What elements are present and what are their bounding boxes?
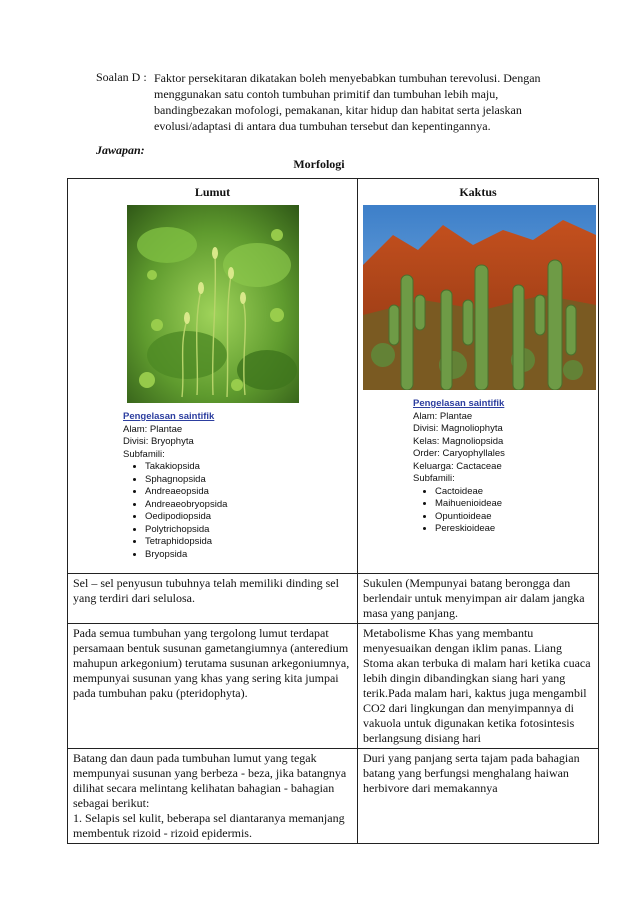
- list-item: • Pereskioideae: [435, 523, 593, 536]
- list-item: • Maihuenioideae: [435, 498, 593, 511]
- moss-cell: Batang dan daun pada tumbuhan lumut yang tegak mempunyai susunan yang berbeza - beza, jika batangnya dilihat secara melintang kelihatan bahagian - bahagian sebagai berikut: 1. Selapis sel kulit, beberapa sel diantaranya memanjang membentuk rizoid - rizoid epidermis.: [68, 749, 358, 844]
- list-item: • Cactoideae: [435, 486, 593, 499]
- cactus-title: Kaktus: [459, 185, 497, 199]
- moss-subfamily-label: Subfamili:: [123, 448, 165, 460]
- answer-label: Jawapan:: [96, 143, 145, 157]
- question-line: evolusi/adaptasi di antara dua tumbuhan tersebut dan kepentingannya.: [154, 119, 491, 133]
- question-label: Soalan D :: [96, 70, 147, 84]
- comparison-table: [67, 178, 599, 844]
- list-item: • Andreaeobryopsida: [145, 499, 352, 512]
- list-item: • Opuntioideae: [435, 511, 593, 524]
- question-line: bandingbezakan mofologi, pemakanan, kitar hidup dan habitat serta jelaskan: [154, 103, 522, 117]
- moss-column-cell: [68, 179, 358, 574]
- cactus-classification: [413, 398, 593, 536]
- moss-cell: Pada semua tumbuhan yang tergolong lumut terdapat persamaan bentuk susunan gametangiumnya (anteredium mahupun arkegonium) terutama susunan arkegoniumnya, mempunyai susunan yang khas yang sering kita jumpai pada tumbuhan paku (pteridophyta).: [68, 624, 358, 749]
- list-item: • Tetraphidopsida: [145, 536, 352, 549]
- list-item: • Takakiopsida: [145, 461, 352, 474]
- list-item: • Polytrichopsida: [145, 524, 352, 537]
- cactus-family: Keluarga: Cactaceae: [413, 460, 502, 472]
- moss-kingdom: Alam: Plantae: [123, 423, 183, 435]
- moss-classification: [123, 411, 352, 561]
- cactus-cell: Sukulen (Mempunyai batang berongga dan berlendair untuk menyimpan air dalam jangka masa yang panjang.: [358, 574, 599, 624]
- table-row: [68, 624, 599, 749]
- section-title: Morfologi: [293, 157, 345, 171]
- moss-classification-title: Pengelasan saintifik: [123, 411, 215, 422]
- question-line: Faktor persekitaran dikatakan boleh menyebabkan tumbuhan terevolusi. Dengan: [154, 71, 541, 85]
- cactus-subfamily-list: [413, 486, 593, 536]
- list-item: • Bryopsida: [145, 549, 352, 562]
- cactus-cell: Duri yang panjang serta tajam pada bahagian batang yang berfungsi menghalang haiwan herbivore dari memakannya: [358, 749, 599, 844]
- cactus-photo: [363, 205, 596, 390]
- moss-photo: [127, 205, 299, 403]
- cactus-column-cell: [358, 179, 599, 574]
- question-line: menggunakan satu contoh tumbuhan primitif dan tumbuhan lebih maju,: [154, 87, 499, 101]
- moss-subfamily-list: [123, 461, 352, 561]
- table-row: [68, 749, 599, 844]
- cactus-class: Kelas: Magnoliopsida: [413, 435, 504, 447]
- moss-cell: Sel – sel penyusun tubuhnya telah memiliki dinding sel yang terdiri dari selulosa.: [68, 574, 358, 624]
- moss-division: Divisi: Bryophyta: [123, 436, 194, 447]
- list-item: • Andreaeopsida: [145, 486, 352, 499]
- cactus-order: Order: Caryophyllales: [413, 448, 505, 459]
- list-item: • Sphagnopsida: [145, 474, 352, 487]
- cactus-division: Divisi: Magnoliophyta: [413, 423, 503, 434]
- list-item: • Oedipodiopsida: [145, 511, 352, 524]
- cactus-kingdom: Alam: Plantae: [413, 410, 473, 422]
- cactus-cell: Metabolisme Khas yang membantu menyesuaikan dengan iklim panas. Liang Stoma akan terbuka di malam hari ketika cuaca lebih dingin dibandingkan siang hari yang terik.Pada malam hari, kaktus juga mengambil CO2 dari lingkungan dan menyimpannya di vakuola untuk digunakan ketika fotosintesis berlangsung disiang hari: [358, 624, 599, 749]
- question-text: [154, 70, 599, 134]
- moss-title: Lumut: [194, 185, 231, 199]
- cactus-classification-title: Pengelasan saintifik: [413, 398, 505, 409]
- table-row: [68, 574, 599, 624]
- header-row: [68, 179, 599, 574]
- cactus-subfamily-label: Subfamili:: [413, 473, 455, 484]
